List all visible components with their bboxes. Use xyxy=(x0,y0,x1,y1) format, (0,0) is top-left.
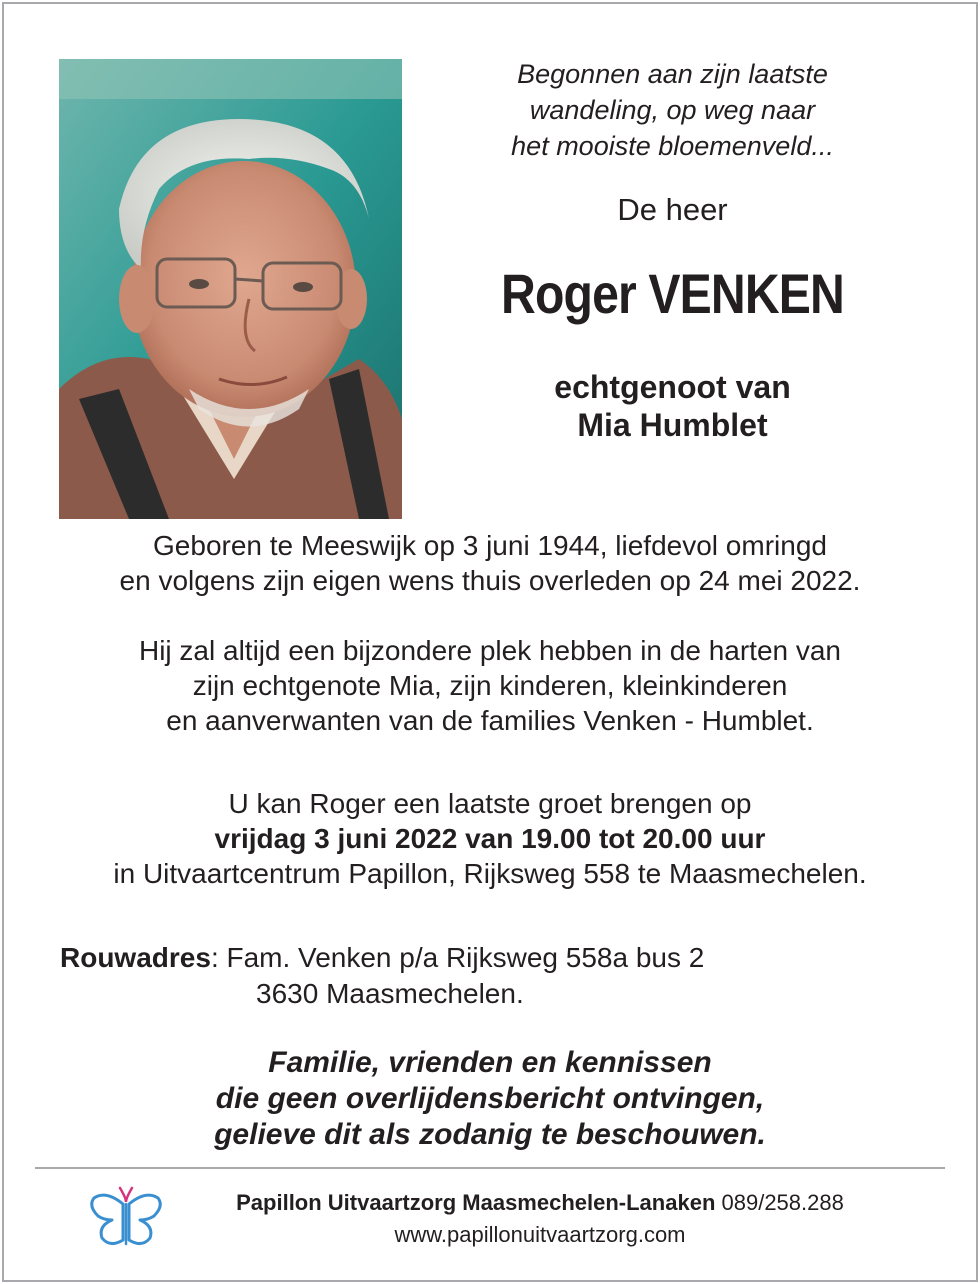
spouse-name: Mia Humblet xyxy=(577,407,768,443)
remembrance-text xyxy=(40,633,940,738)
quote-line: Begonnen aan zijn laatste xyxy=(517,59,828,89)
quote-line: het mooiste bloemenveld... xyxy=(511,131,834,161)
portrait-photo xyxy=(59,59,402,519)
notice-line: gelieve dit als zodanig te beschouwen. xyxy=(214,1118,766,1151)
mourning-address xyxy=(60,940,880,1012)
butterfly-logo-icon xyxy=(88,1182,164,1254)
honorific: De heer xyxy=(617,192,728,227)
visit-location: in Uitvaartcentrum Papillon, Rijksweg 558 te Maasmechelen. xyxy=(113,858,867,889)
company-website[interactable]: www.papillonuitvaartzorg.com xyxy=(394,1222,686,1247)
text-line: en volgens zijn eigen wens thuis overleden op 24 mei 2022. xyxy=(119,565,861,596)
address-line-2: 3630 Maasmechelen. xyxy=(256,978,524,1009)
farewell-visit-text xyxy=(40,786,940,891)
address-separator: : xyxy=(210,942,219,973)
notice-line: Familie, vrienden en kennissen xyxy=(268,1046,712,1079)
spouse-relation: echtgenoot van xyxy=(554,369,791,405)
company-name: Papillon Uitvaartzorg Maasmechelen-Lanaken xyxy=(236,1190,716,1215)
text-line: en aanverwanten van de families Venken - Humblet. xyxy=(166,705,814,736)
quote-line: wandeling, op weg naar xyxy=(529,95,816,125)
address-line-1: Fam. Venken p/a Rijksweg 558a bus 2 xyxy=(218,942,705,973)
notice-text xyxy=(40,1045,940,1153)
footer-divider xyxy=(35,1167,945,1169)
company-phone: 089/258.288 xyxy=(715,1190,844,1215)
farewell-quote xyxy=(440,56,905,164)
text-line: zijn echtgenote Mia, zijn kinderen, kleinkinderen xyxy=(192,670,788,701)
funeral-home-info xyxy=(180,1187,900,1251)
text-line: Geboren te Meeswijk op 3 juni 1944, liefdevol omringd xyxy=(153,530,827,561)
deceased-name: Roger VENKEN xyxy=(501,262,844,325)
notice-line: die geen overlijdensbericht ontvingen, xyxy=(215,1082,765,1115)
spouse-info xyxy=(440,368,905,444)
text-line: Hij zal altijd een bijzondere plek hebben in de harten van xyxy=(138,635,842,666)
visit-date-time: vrijdag 3 juni 2022 van 19.00 tot 20.00 uur xyxy=(214,823,766,854)
birth-death-text xyxy=(40,528,940,598)
text-line: U kan Roger een laatste groet brengen op xyxy=(228,788,752,819)
address-label: Rouwadres xyxy=(60,942,211,973)
